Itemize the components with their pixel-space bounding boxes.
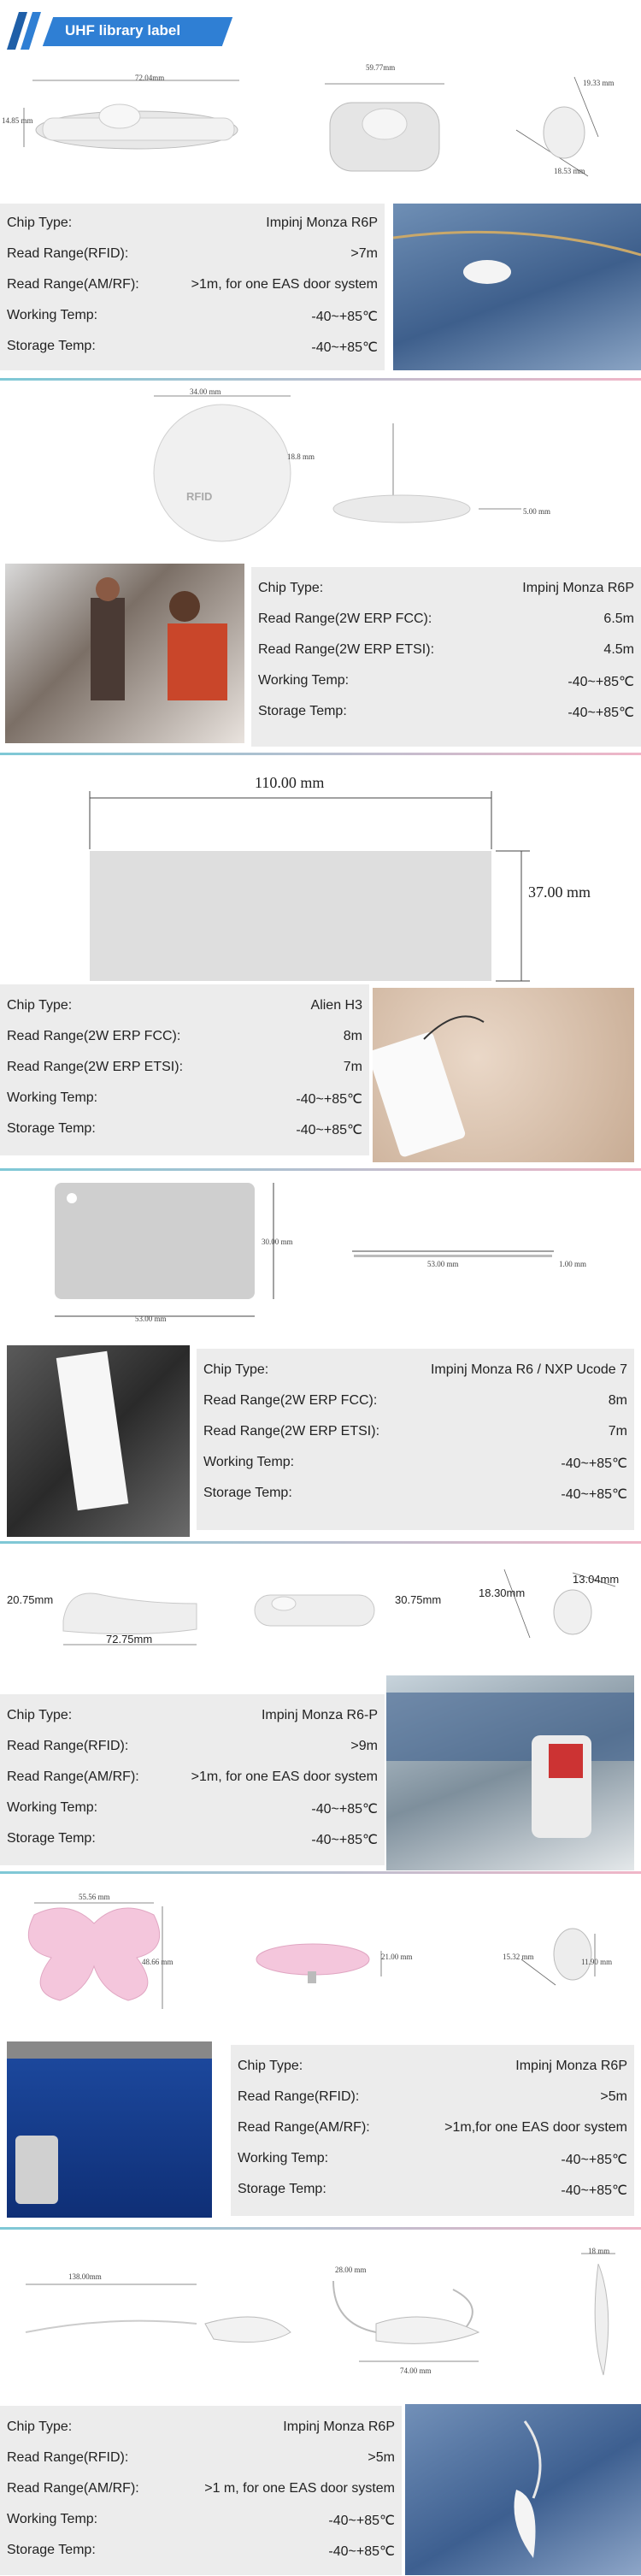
woven-label-photo <box>7 1345 190 1537</box>
dim-label: 21.00 mm <box>381 1953 413 1961</box>
spec-label: Storage Temp: <box>203 1486 292 1500</box>
spec-row <box>0 2538 402 2563</box>
spec-value: 4.5m <box>603 642 634 657</box>
spec-value: 8m <box>343 1029 362 1043</box>
spec-label: Working Temp: <box>203 1455 295 1469</box>
jeans-teardrop-image <box>405 2404 641 2575</box>
dim-label: 28.00 mm <box>335 2266 367 2274</box>
card-side-drawing <box>349 1248 571 1265</box>
spec-label: Read Range(RFID): <box>7 2450 129 2465</box>
spec-row <box>251 576 641 601</box>
dim-label: 5.00 mm <box>523 507 551 516</box>
spec-row <box>0 210 385 236</box>
spec-row <box>0 1085 369 1111</box>
spec-label: Working Temp: <box>7 308 98 322</box>
product-section-6 <box>0 1874 641 2224</box>
dim-label: 1.00 mm <box>559 1260 587 1268</box>
spec-value: >9m <box>350 1739 378 1753</box>
spec-row <box>251 699 641 724</box>
spec-label: Read Range(RFID): <box>7 1739 129 1753</box>
teardrop-end-drawing <box>573 2247 632 2384</box>
spec-label: Chip Type: <box>7 1708 73 1722</box>
spec-value: -40~+85℃ <box>567 706 634 720</box>
spec-value: >1 m, for one EAS door system <box>204 2481 395 2496</box>
store-photo <box>5 564 244 743</box>
spec-row <box>0 2414 402 2440</box>
tag-front-view <box>316 77 453 188</box>
spec-value: Impinj Monza R6 / NXP Ucode 7 <box>430 1362 627 1377</box>
dim-label: 18.53 mm <box>554 167 585 175</box>
spec-value: -40~+85℃ <box>561 1487 627 1502</box>
product-section-4 <box>0 1171 641 1539</box>
spec-row <box>0 2445 402 2471</box>
spec-row <box>231 2053 634 2079</box>
spec-value: >1m,for one EAS door system <box>444 2120 627 2135</box>
spec-value: -40~+85℃ <box>561 2183 627 2198</box>
spec-row <box>197 1450 634 1475</box>
dim-label: 19.33 mm <box>583 79 615 87</box>
spec-label: Storage Temp: <box>7 1121 96 1136</box>
spec-value: Impinj Monza R6P <box>515 2059 627 2073</box>
hangtag-image <box>373 988 634 1162</box>
spec-row <box>0 1703 385 1728</box>
spec-row <box>251 668 641 694</box>
dim-label: 72.04mm <box>135 74 165 82</box>
spec-label: Read Range(AM/RF): <box>238 2120 370 2135</box>
dim-label: 18 mm <box>588 2247 610 2255</box>
product-section-7 <box>0 2230 641 2576</box>
dim-label: 53.00 mm <box>427 1260 459 1268</box>
spec-row <box>0 1055 369 1080</box>
spec-label: Working Temp: <box>258 673 350 688</box>
spec-value: 6.5m <box>603 612 634 626</box>
spec-value: 8m <box>608 1393 627 1408</box>
teardrop-tag-drawing <box>9 2247 299 2358</box>
spec-row <box>0 334 385 359</box>
dim-label: 30.00 mm <box>262 1238 293 1246</box>
retail-store-photo <box>386 1675 634 1870</box>
spec-value: Impinj Monza R6P <box>266 216 378 230</box>
spec-row <box>0 241 385 267</box>
butterfly-side-drawing <box>253 1934 424 2002</box>
spec-row <box>197 1388 634 1414</box>
dim-label: 55.56 mm <box>79 1893 110 1901</box>
dim-label: 59.77mm <box>366 63 396 72</box>
spec-row <box>0 1826 385 1852</box>
spec-label: Read Range(AM/RF): <box>7 2481 139 2496</box>
spec-label: Read Range(AM/RF): <box>7 1770 139 1784</box>
spec-label: Read Range(RFID): <box>7 246 129 261</box>
spec-label: Working Temp: <box>7 1090 98 1105</box>
spec-table <box>231 2045 634 2216</box>
dim-label: 53.00 mm <box>135 1315 167 1323</box>
dim-label: 13.04mm <box>573 1573 620 1586</box>
spec-value: >1m, for one EAS door system <box>191 1770 378 1784</box>
spec-value: -40~+85℃ <box>328 2544 395 2559</box>
spec-value: -40~+85℃ <box>311 1833 378 1847</box>
spec-label: Working Temp: <box>238 2151 329 2165</box>
spec-value: -40~+85℃ <box>296 1092 362 1107</box>
spec-table <box>0 1694 385 1865</box>
dim-label: 11.90 mm <box>581 1958 613 1966</box>
hanging-garments-photo <box>7 2041 212 2218</box>
dim-label: 20.75mm <box>7 1593 54 1606</box>
dim-label: 138.00mm <box>68 2272 102 2281</box>
spec-value: >7m <box>350 246 378 261</box>
spec-label: Read Range(2W ERP FCC): <box>203 1393 378 1408</box>
product-section-5 <box>0 1544 641 1873</box>
spec-label: Storage Temp: <box>238 2182 326 2196</box>
dim-label: 15.32 mm <box>503 1953 534 1961</box>
spec-value: -40~+85℃ <box>328 2514 395 2528</box>
spec-row <box>197 1480 634 1506</box>
spec-value: -40~+85℃ <box>296 1123 362 1137</box>
spec-value: -40~+85℃ <box>567 675 634 689</box>
product-section-3 <box>0 755 641 1166</box>
spec-row <box>0 1764 385 1790</box>
spec-label: Read Range(2W ERP ETSI): <box>258 642 435 657</box>
spec-label: Read Range(2W ERP ETSI): <box>203 1424 380 1439</box>
spec-row <box>251 606 641 632</box>
spec-label: Read Range(AM/RF): <box>7 277 139 292</box>
spec-row <box>231 2146 634 2171</box>
spec-label: Working Temp: <box>7 2512 98 2526</box>
spec-value: -40~+85℃ <box>311 340 378 355</box>
round-tag-side-drawing <box>325 415 581 535</box>
spec-row <box>197 1419 634 1445</box>
label-dimension-drawing <box>77 772 573 995</box>
spec-value: Alien H3 <box>310 998 362 1013</box>
spec-row <box>0 993 369 1019</box>
dim-label: 14.85 mm <box>2 116 33 125</box>
spec-row <box>0 1734 385 1759</box>
spec-row <box>251 637 641 663</box>
jeans-teardrop-photo <box>405 2404 641 2575</box>
spec-value: 7m <box>343 1060 362 1074</box>
dim-label: 72.75mm <box>106 1633 153 1645</box>
spec-label: Storage Temp: <box>7 339 96 353</box>
spec-label: Chip Type: <box>7 2419 73 2434</box>
spec-row <box>231 2115 634 2141</box>
spec-table <box>197 1349 634 1530</box>
spec-label: Chip Type: <box>238 2059 303 2073</box>
product-section-2 <box>0 381 641 757</box>
spec-label: Read Range(RFID): <box>238 2089 360 2104</box>
round-tag-drawing <box>137 387 308 550</box>
spec-label: Storage Temp: <box>7 2543 96 2557</box>
spec-row <box>231 2177 634 2202</box>
dim-label: 110.00 mm <box>255 774 325 791</box>
dim-label: 18.8 mm <box>287 452 315 461</box>
spec-label: Storage Temp: <box>7 1831 96 1846</box>
dim-label: 48.66 mm <box>142 1958 173 1966</box>
spec-value: -40~+85℃ <box>561 2153 627 2167</box>
dim-label: 34.00 mm <box>190 387 221 396</box>
spec-label: Storage Temp: <box>258 704 347 718</box>
spec-label: Chip Type: <box>7 998 73 1013</box>
spec-table <box>0 204 385 370</box>
spec-row <box>0 1024 369 1049</box>
spec-value: -40~+85℃ <box>311 310 378 324</box>
header-banner <box>0 0 641 60</box>
tag5-side-drawing <box>250 1578 386 1646</box>
spec-row <box>0 1116 369 1142</box>
card-tag-drawing <box>51 1181 308 1335</box>
spec-row <box>231 2084 634 2110</box>
garment-label-photo <box>373 988 634 1162</box>
product-section-1 <box>0 60 641 381</box>
spec-row <box>0 2476 402 2502</box>
dim-label: 30.75mm <box>395 1593 442 1606</box>
spec-value: Impinj Monza R6P <box>283 2419 395 2434</box>
spec-row <box>0 303 385 328</box>
jeans-tag-image <box>393 204 641 370</box>
spec-label: Working Temp: <box>7 1800 98 1815</box>
spec-label: Read Range(2W ERP FCC): <box>258 612 432 626</box>
spec-label: Read Range(2W ERP ETSI): <box>7 1060 184 1074</box>
spec-row <box>0 1795 385 1821</box>
spec-row <box>0 2507 402 2532</box>
spec-label: Chip Type: <box>258 581 324 595</box>
banner-title: UHF library label <box>65 22 181 38</box>
spec-row <box>197 1357 634 1383</box>
tag-dimension-drawing <box>17 68 239 180</box>
jeans-photo <box>393 204 641 370</box>
spec-value: >1m, for one EAS door system <box>191 277 378 292</box>
spec-value: >5m <box>600 2089 627 2104</box>
spec-value: 7m <box>608 1424 627 1439</box>
spec-label: Read Range(2W ERP FCC): <box>7 1029 181 1043</box>
spec-value: Impinj Monza R6P <box>522 581 634 595</box>
rfid-logo-icon: RFID <box>186 490 213 503</box>
people-scanning-image <box>5 564 244 743</box>
dim-label: 18.30mm <box>479 1586 526 1599</box>
spec-label: Chip Type: <box>203 1362 269 1377</box>
spec-value: >5m <box>368 2450 395 2465</box>
spec-table <box>251 567 641 747</box>
spec-value: -40~+85℃ <box>311 1802 378 1817</box>
spec-row <box>0 272 385 298</box>
care-label-image <box>7 1345 190 1537</box>
scanner-garments-image <box>7 2041 212 2218</box>
spec-table <box>0 984 369 1155</box>
handheld-reader-image <box>386 1675 634 1870</box>
spec-table <box>0 2406 402 2575</box>
spec-value: -40~+85℃ <box>561 1456 627 1471</box>
dim-label: 74.00 mm <box>400 2366 432 2375</box>
spec-value: Impinj Monza R6-P <box>261 1708 378 1722</box>
dim-label: 37.00 mm <box>528 883 591 901</box>
spec-label: Chip Type: <box>7 216 73 230</box>
